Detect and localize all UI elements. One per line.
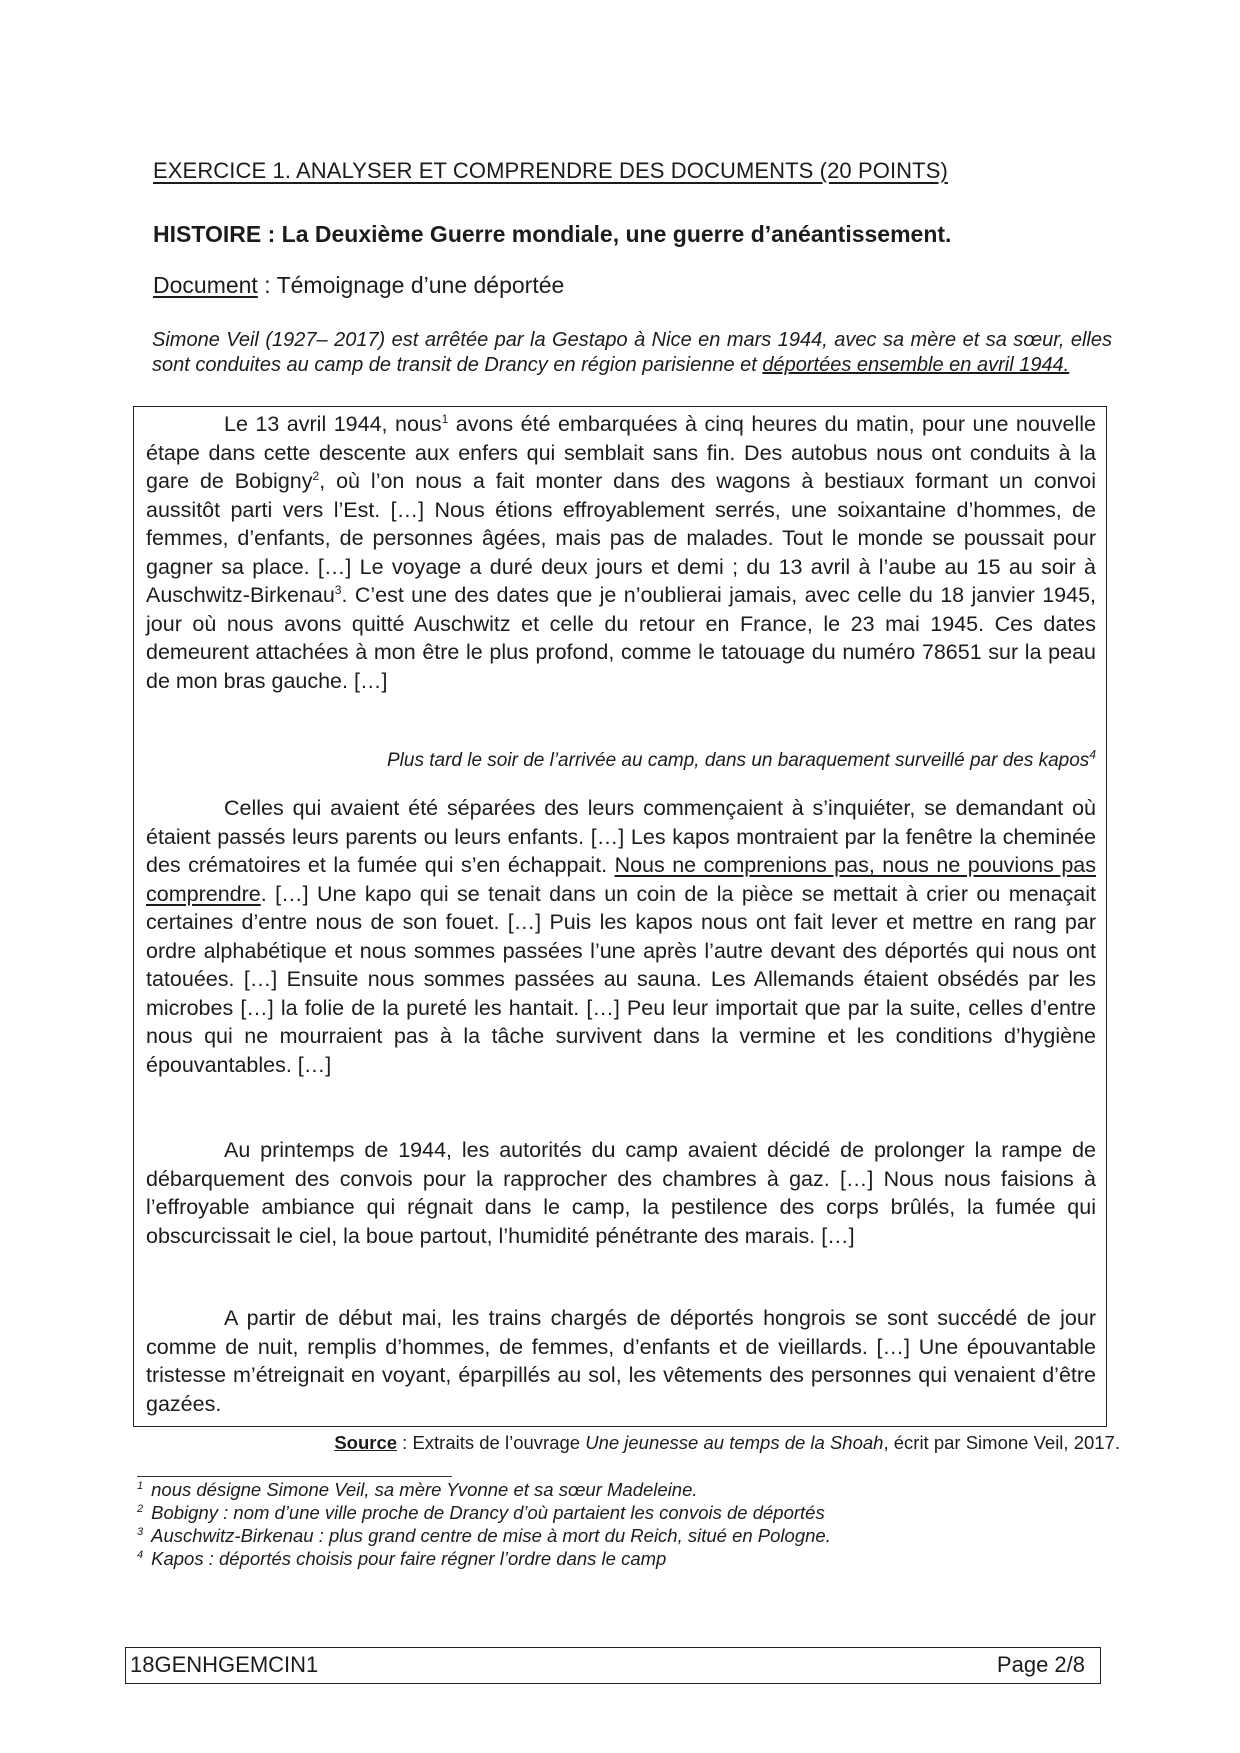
footnote-text: Bobigny : nom d’une ville proche de Drancy d’où partaient les convois de déportés [151,1502,825,1523]
caption-text: Plus tard le soir de l’arrivée au camp, dans un baraquement surveillé par des kapos [386,750,1090,771]
document-intro [152,328,1112,378]
source-label: Source [334,1432,398,1453]
footnote-ref-4: 4 [1089,747,1096,762]
footnote-text: nous désigne Simone Veil, sa mère Yvonne et sa sœur Madeleine. [151,1479,698,1500]
footnote-divider [137,1476,452,1477]
exercise-title: EXERCICE 1. ANALYSER ET COMPRENDRE DES DOCUMENTS (20 POINTS) [153,158,948,183]
p2-part-a: Celles qui avaient été séparées des leurs commençaient à s’inquiéter, se demandant où étaient passés leurs parents ou leurs enfants. […] Les kapos montraient par la fenêtre la cheminée des crématoires et la fumée qui s’en échappait. [146,796,1096,877]
footnote-ref-1: 1 [441,411,449,426]
footnote-item [137,1501,831,1524]
testimony-paragraph-2 [146,794,1096,1079]
document-separator: : [257,272,277,298]
document-heading [153,272,564,299]
footnote-item [137,1547,831,1570]
footnote-number: 4 [137,1548,144,1561]
p1-part-d: . C’est une des dates que je n’oublierai jamais, avec celle du 18 janvier 1945, jour où nous avons quitté Auschwitz et celle du retour en France, le 23 mai 1945. Ces dates demeurent attachées à mon être le plus profond, comme le tatouage du numéro 78651 sur la peau de mon bras gauche. […] [146,583,1096,693]
testimony-paragraph-3 [146,1136,1096,1250]
p4-text: A partir de début mai, les trains chargés de déportés hongrois se sont succédé de jour comme de nuit, remplis d’hommes, de femmes, d’enfants et de vieillards. […] Une épouvantable tristesse m’étreignait en voyant, éparpillés au sol, les vêtements des personnes qui venaient d’être gazées. [146,1306,1096,1416]
footnote-text: Auschwitz-Birkenau : plus grand centre de mise à mort du Reich, situé en Pologne. [151,1525,831,1546]
p1-part-a: Le 13 avril 1944, nous [224,412,442,436]
footnote-text: Kapos : déportés choisis pour faire régner l’ordre dans le camp [151,1548,667,1569]
footnote-ref-3: 3 [334,582,342,597]
source-text-before: : Extraits de l’ouvrage [397,1432,586,1453]
p2-underlined: Nous ne comprenions pas, nous ne pouvions pas comprendre [146,853,1096,906]
footnote-number: 2 [137,1502,144,1515]
footnote-ref-2: 2 [312,468,320,483]
source-line [334,1432,1120,1454]
footnotes [137,1478,831,1570]
document-title: Témoignage d’une déportée [276,272,565,298]
testimony-caption [146,747,1096,772]
footnote-number: 3 [137,1525,144,1538]
source-book-title: Une jeunesse au temps de la Shoah [585,1432,884,1453]
footnote-number: 1 [137,1479,144,1492]
footnote-item [137,1524,831,1547]
testimony-paragraph-4 [146,1304,1096,1418]
p3-text: Au printemps de 1944, les autorités du camp avaient décidé de prolonger la rampe de débarquement des convois pour la rapprocher des chambres à gaz. […] Nous nous faisions à l’effroyable ambiance qui régnait dans le camp, la pestilence des corps brûlés, la fumée qui obscurcissait le ciel, la boue partout, l’humidité pénétrante des marais. […] [146,1138,1096,1248]
document-label: Document [153,272,258,298]
p1-part-b: avons été embarquées à cinq heures du matin, pour une nouvelle étape dans cette descente aux enfers qui semblait sans fin. Des autobus nous ont conduits à la gare de Bobigny [146,412,1096,493]
section-title: HISTOIRE : La Deuxième Guerre mondiale, une guerre d’anéantissement. [153,221,952,247]
source-text-after: , écrit par Simone Veil, 2017. [883,1432,1120,1453]
intro-underlined: déportées ensemble en avril 1944. [762,354,1070,376]
footnote-item [137,1478,831,1501]
p2-part-b: . […] Une kapo qui se tenait dans un coin de la pièce se mettait à crier ou menaçait certaines d’entre nous de son fouet. […] Puis les kapos nous ont fait lever et mettre en rang par ordre alphabétique et nous sommes passées l’une après l’autre devant des déportés qui nous ont tatouées. […] Ensuite nous sommes passées au sauna. Les Allemands étaient obsédés par les microbes […] la folie de la pureté les hantait. […] Peu leur importait que par la suite, celles d’entre nous qui ne mourraient pas à la tâche survivent dans la vermine et les conditions d’hygiène épouvantables. […] [146,881,1096,1077]
p1-part-c: , où l’on nous a fait monter dans des wagons à bestiaux formant un convoi aussitôt parti vers l’Est. […] Nous étions effroyablement serrés, une soixantaine d’hommes, de femmes, d’enfants, de personnes âgées, mais pas de malades. Tout le monde se poussait pour gagner sa place. […] Le voyage a duré deux jours et demi ; du 13 avril à l’aube au 15 au soir à Auschwitz-Birkenau [146,469,1096,607]
footer-page-number: Page 2/8 [996,1652,1085,1677]
testimony-paragraph-1 [146,410,1096,695]
footer-exam-code: 18GENHGEMCIN1 [130,1652,319,1677]
intro-text: Simone Veil (1927– 2017) est arrêtée par la Gestapo à Nice en mars 1944, avec sa mère et sa sœur, elles sont conduites au camp de transit de Drancy en région parisienne et [152,329,1112,376]
